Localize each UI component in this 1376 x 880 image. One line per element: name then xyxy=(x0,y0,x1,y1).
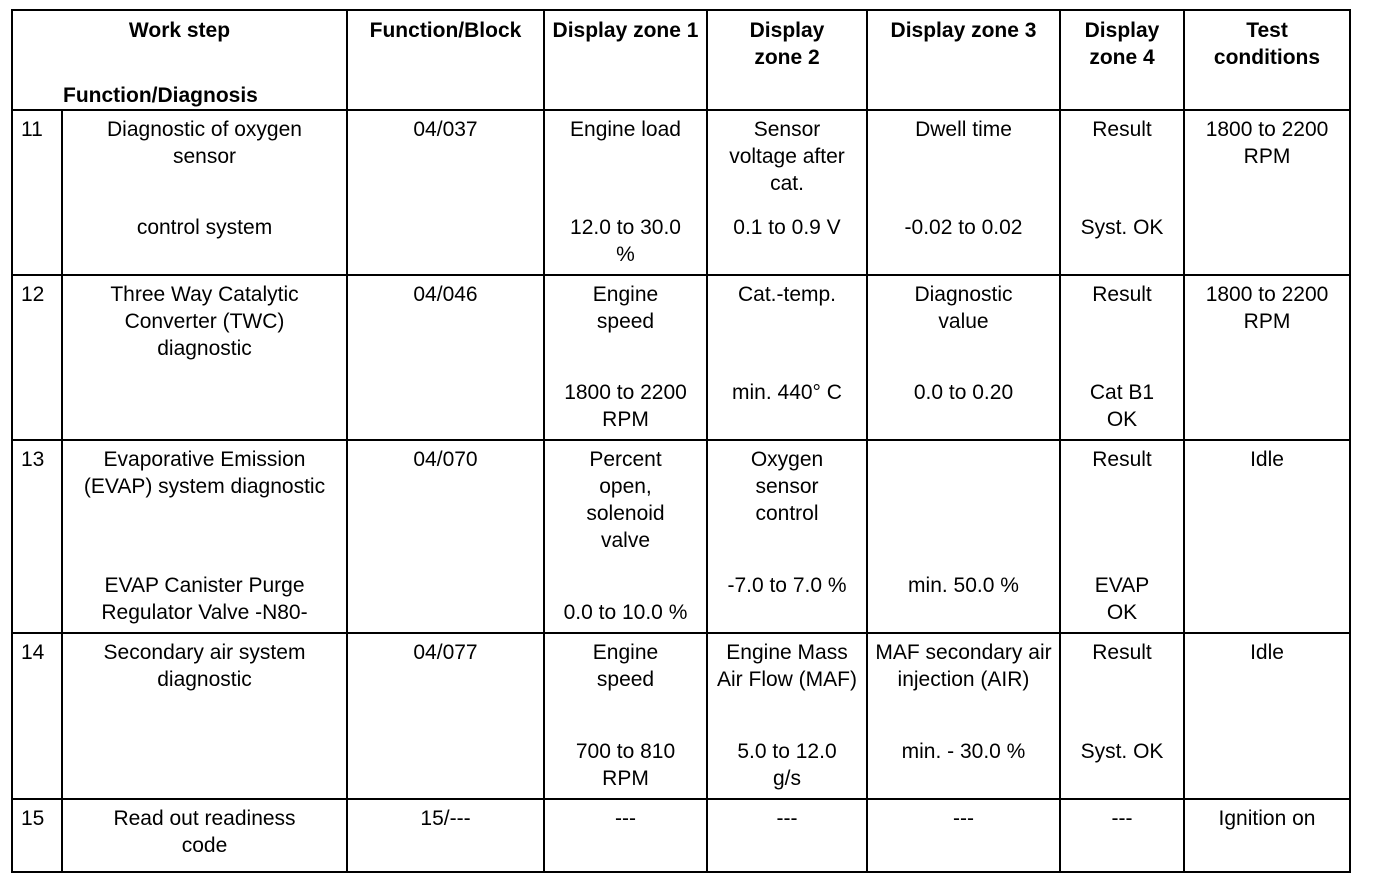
function-cell xyxy=(62,633,347,799)
table-row xyxy=(12,799,1350,872)
zone2-label: Oxygen sensor control xyxy=(750,448,824,525)
header-display-zone-4: Display zone 4 xyxy=(1060,10,1184,110)
zone2-value: 5.0 to 12.0 g/s xyxy=(737,740,837,790)
zone1-value: 0.0 to 10.0 % xyxy=(563,601,688,624)
zone1-label: Engine load xyxy=(570,118,681,141)
zone1-value: 700 to 810 RPM xyxy=(575,740,676,790)
zone3-cell xyxy=(867,440,1060,633)
header-display-zone-2: Display zone 2 xyxy=(707,10,867,110)
zone3-label: Diagnostic value xyxy=(914,283,1013,333)
step-number xyxy=(12,275,62,440)
block-cell xyxy=(347,633,544,799)
zone2-label: Cat.-temp. xyxy=(737,283,837,306)
header-test-conditions: Test conditions xyxy=(1184,10,1350,110)
zone2-cell xyxy=(707,110,867,275)
block-text: 04/037 xyxy=(413,118,478,141)
zone4-value: Syst. OK xyxy=(1080,216,1164,239)
test-conditions-cell xyxy=(1184,799,1350,872)
block-text: 04/077 xyxy=(413,641,478,664)
test-conditions-text: 1800 to 2200 RPM xyxy=(1205,118,1329,168)
step-number xyxy=(12,110,62,275)
zone3-value: min. - 30.0 % xyxy=(901,740,1026,763)
header-function-block: Function/Block xyxy=(347,10,544,110)
zone4-cell xyxy=(1060,440,1184,633)
zone1-label: Percent open, solenoid valve xyxy=(586,448,665,552)
zone3-label: MAF secondary air injection (AIR) xyxy=(875,641,1052,691)
step-number-text: 14 xyxy=(21,641,45,664)
zone4-value: Syst. OK xyxy=(1080,740,1164,763)
function-text: Secondary air system diagnostic xyxy=(103,641,306,691)
zone3-label: --- xyxy=(953,807,974,830)
block-cell xyxy=(347,110,544,275)
step-number xyxy=(12,799,62,872)
table-row xyxy=(12,633,1350,799)
zone4-label: Result xyxy=(1092,641,1152,664)
block-cell xyxy=(347,275,544,440)
zone4-label: --- xyxy=(1111,807,1133,830)
zone2-cell xyxy=(707,275,867,440)
step-number-text: 11 xyxy=(21,118,43,141)
test-conditions-text: Idle xyxy=(1250,448,1284,471)
zone1-cell xyxy=(544,275,707,440)
zone4-cell xyxy=(1060,633,1184,799)
test-conditions-cell xyxy=(1184,633,1350,799)
zone2-cell xyxy=(707,440,867,633)
function-cell xyxy=(62,799,347,872)
zone4-value: EVAP OK xyxy=(1094,574,1150,624)
zone2-cell xyxy=(707,799,867,872)
step-number xyxy=(12,633,62,799)
zone1-value: 12.0 to 30.0 % xyxy=(570,216,681,266)
zone3-value: min. 50.0 % xyxy=(908,574,1019,597)
zone4-cell xyxy=(1060,799,1184,872)
zone2-label: Sensor voltage after cat. xyxy=(729,118,845,195)
zone1-label: Engine speed xyxy=(592,641,659,691)
block-text: 04/046 xyxy=(413,283,478,306)
zone3-cell xyxy=(867,275,1060,440)
test-conditions-cell xyxy=(1184,110,1350,275)
zone2-label: --- xyxy=(776,807,798,830)
zone1-value: 1800 to 2200 RPM xyxy=(564,381,687,431)
function-cell xyxy=(62,440,347,633)
header-display-zone-3: Display zone 3 xyxy=(867,10,1060,110)
zone3-cell xyxy=(867,633,1060,799)
zone1-cell xyxy=(544,799,707,872)
table-row xyxy=(12,275,1350,440)
function-subtext: control system xyxy=(136,216,273,239)
test-conditions-text: 1800 to 2200 RPM xyxy=(1205,283,1329,333)
test-conditions-cell xyxy=(1184,440,1350,633)
readiness-test-table xyxy=(11,9,1351,873)
block-text: 04/070 xyxy=(413,448,478,471)
function-cell xyxy=(62,110,347,275)
header-row xyxy=(12,10,1350,110)
zone2-value: min. 440° C xyxy=(732,381,842,404)
test-conditions-text: Ignition on xyxy=(1218,807,1316,830)
zone4-cell xyxy=(1060,110,1184,275)
zone3-label: Dwell time xyxy=(915,118,1012,141)
function-cell xyxy=(62,275,347,440)
zone4-cell xyxy=(1060,275,1184,440)
function-text: Evaporative Emission (EVAP) system diagnostic xyxy=(83,448,326,498)
zone2-value: -7.0 to 7.0 % xyxy=(727,574,847,597)
test-conditions-cell xyxy=(1184,275,1350,440)
zone1-cell xyxy=(544,440,707,633)
block-text: 15/--- xyxy=(420,807,471,830)
zone2-cell xyxy=(707,633,867,799)
zone1-label: Engine speed xyxy=(592,283,659,333)
block-cell xyxy=(347,799,544,872)
table-row xyxy=(12,440,1350,633)
zone4-value: Cat B1 OK xyxy=(1089,381,1155,431)
function-text: Three Way Catalytic Converter (TWC) diagnostic xyxy=(110,283,299,360)
zone2-label: Engine Mass Air Flow (MAF) xyxy=(717,641,857,691)
header-work-step xyxy=(12,10,347,110)
block-cell xyxy=(347,440,544,633)
header-work-step-label: Work step xyxy=(128,19,231,42)
function-text: Diagnostic of oxygen sensor xyxy=(107,118,302,168)
step-number-text: 15 xyxy=(21,807,45,830)
function-subtext: EVAP Canister Purge Regulator Valve -N80- xyxy=(101,574,308,624)
zone4-label: Result xyxy=(1092,283,1152,306)
zone3-cell xyxy=(867,799,1060,872)
zone3-value: -0.02 to 0.02 xyxy=(904,216,1023,239)
function-text: Read out readiness code xyxy=(113,807,296,857)
zone1-cell xyxy=(544,110,707,275)
zone1-cell xyxy=(544,633,707,799)
zone4-label: Result xyxy=(1092,118,1152,141)
header-function-diagnosis-label: Function/Diagnosis xyxy=(63,84,258,107)
zone3-value: 0.0 to 0.20 xyxy=(913,381,1014,404)
zone2-value: 0.1 to 0.9 V xyxy=(733,216,841,239)
test-conditions-text: Idle xyxy=(1250,641,1284,664)
header-display-zone-1: Display zone 1 xyxy=(544,10,707,110)
table-row xyxy=(12,110,1350,275)
zone3-cell xyxy=(867,110,1060,275)
step-number-text: 12 xyxy=(21,283,45,306)
step-number-text: 13 xyxy=(21,448,45,471)
zone4-label: Result xyxy=(1092,448,1152,471)
step-number xyxy=(12,440,62,633)
zone1-label: --- xyxy=(615,807,636,830)
